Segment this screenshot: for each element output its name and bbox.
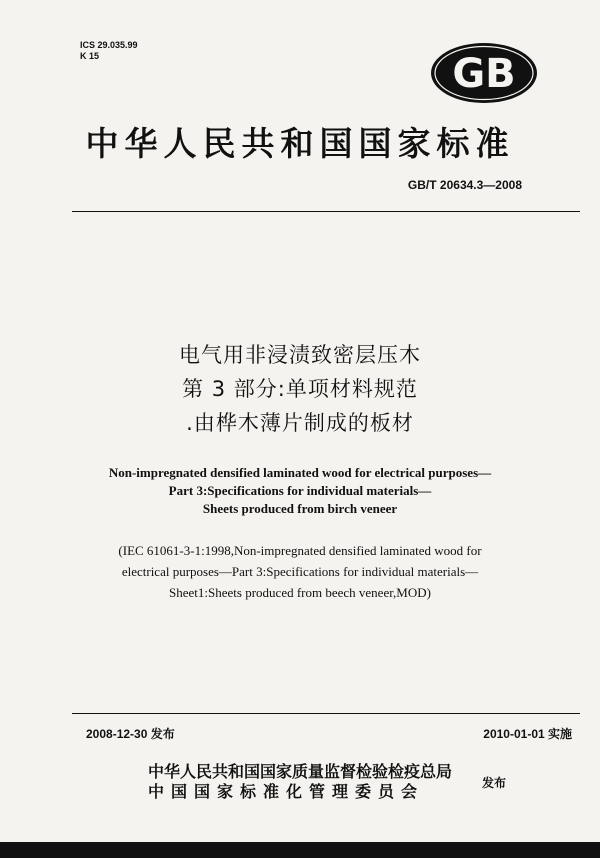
ics-code: ICS 29.035.99	[80, 40, 138, 50]
english-title-line-3: Sheets produced from birch veneer	[202, 501, 398, 516]
ccs-code: K 15	[80, 51, 100, 61]
issuer-line-1: 中华人民共和国国家质量监督检验检疫总局	[148, 762, 453, 781]
chinese-title	[0, 338, 600, 440]
chinese-title-line-2: 第 3 部分:单项材料规范	[182, 377, 418, 401]
adoption-line-2: electrical purposes—Part 3:Specifications for individual materials—	[121, 564, 479, 579]
adoption-line-1: (IEC 61061-3-1:1998,Non-impregnated densified laminated wood for	[118, 543, 482, 558]
english-title-line-1: Non-impregnated densified laminated wood for electrical purposes—	[108, 465, 492, 480]
issuer-line-2: 中国国家标准化管理委员会	[148, 782, 425, 801]
english-title-line-2: Part 3:Specifications for individual materials—	[168, 483, 432, 498]
top-divider	[72, 211, 580, 212]
classification-codes	[80, 40, 138, 62]
bottom-bar	[0, 842, 600, 858]
adoption-line-3: Sheet1:Sheets produced from beech veneer,MOD)	[169, 585, 431, 600]
standard-number: GB/T 20634.3—2008	[407, 178, 522, 192]
chinese-title-line-1: 电气用非浸渍致密层压木	[179, 343, 421, 367]
issue-date: 2008-12-30 发布	[86, 727, 175, 741]
issuing-authorities	[148, 762, 452, 802]
issuer-action: 发布	[482, 776, 507, 790]
gb-logo-text: GB	[452, 51, 516, 97]
standard-title: 中华人民共和国国家标准	[85, 124, 515, 163]
gb-logo	[430, 42, 538, 104]
english-title	[0, 464, 600, 518]
adoption-note	[0, 540, 600, 603]
implementation-date: 2010-01-01 实施	[483, 727, 572, 741]
chinese-title-line-3: .由桦木薄片制成的板材	[186, 411, 414, 435]
bottom-divider	[72, 713, 580, 714]
